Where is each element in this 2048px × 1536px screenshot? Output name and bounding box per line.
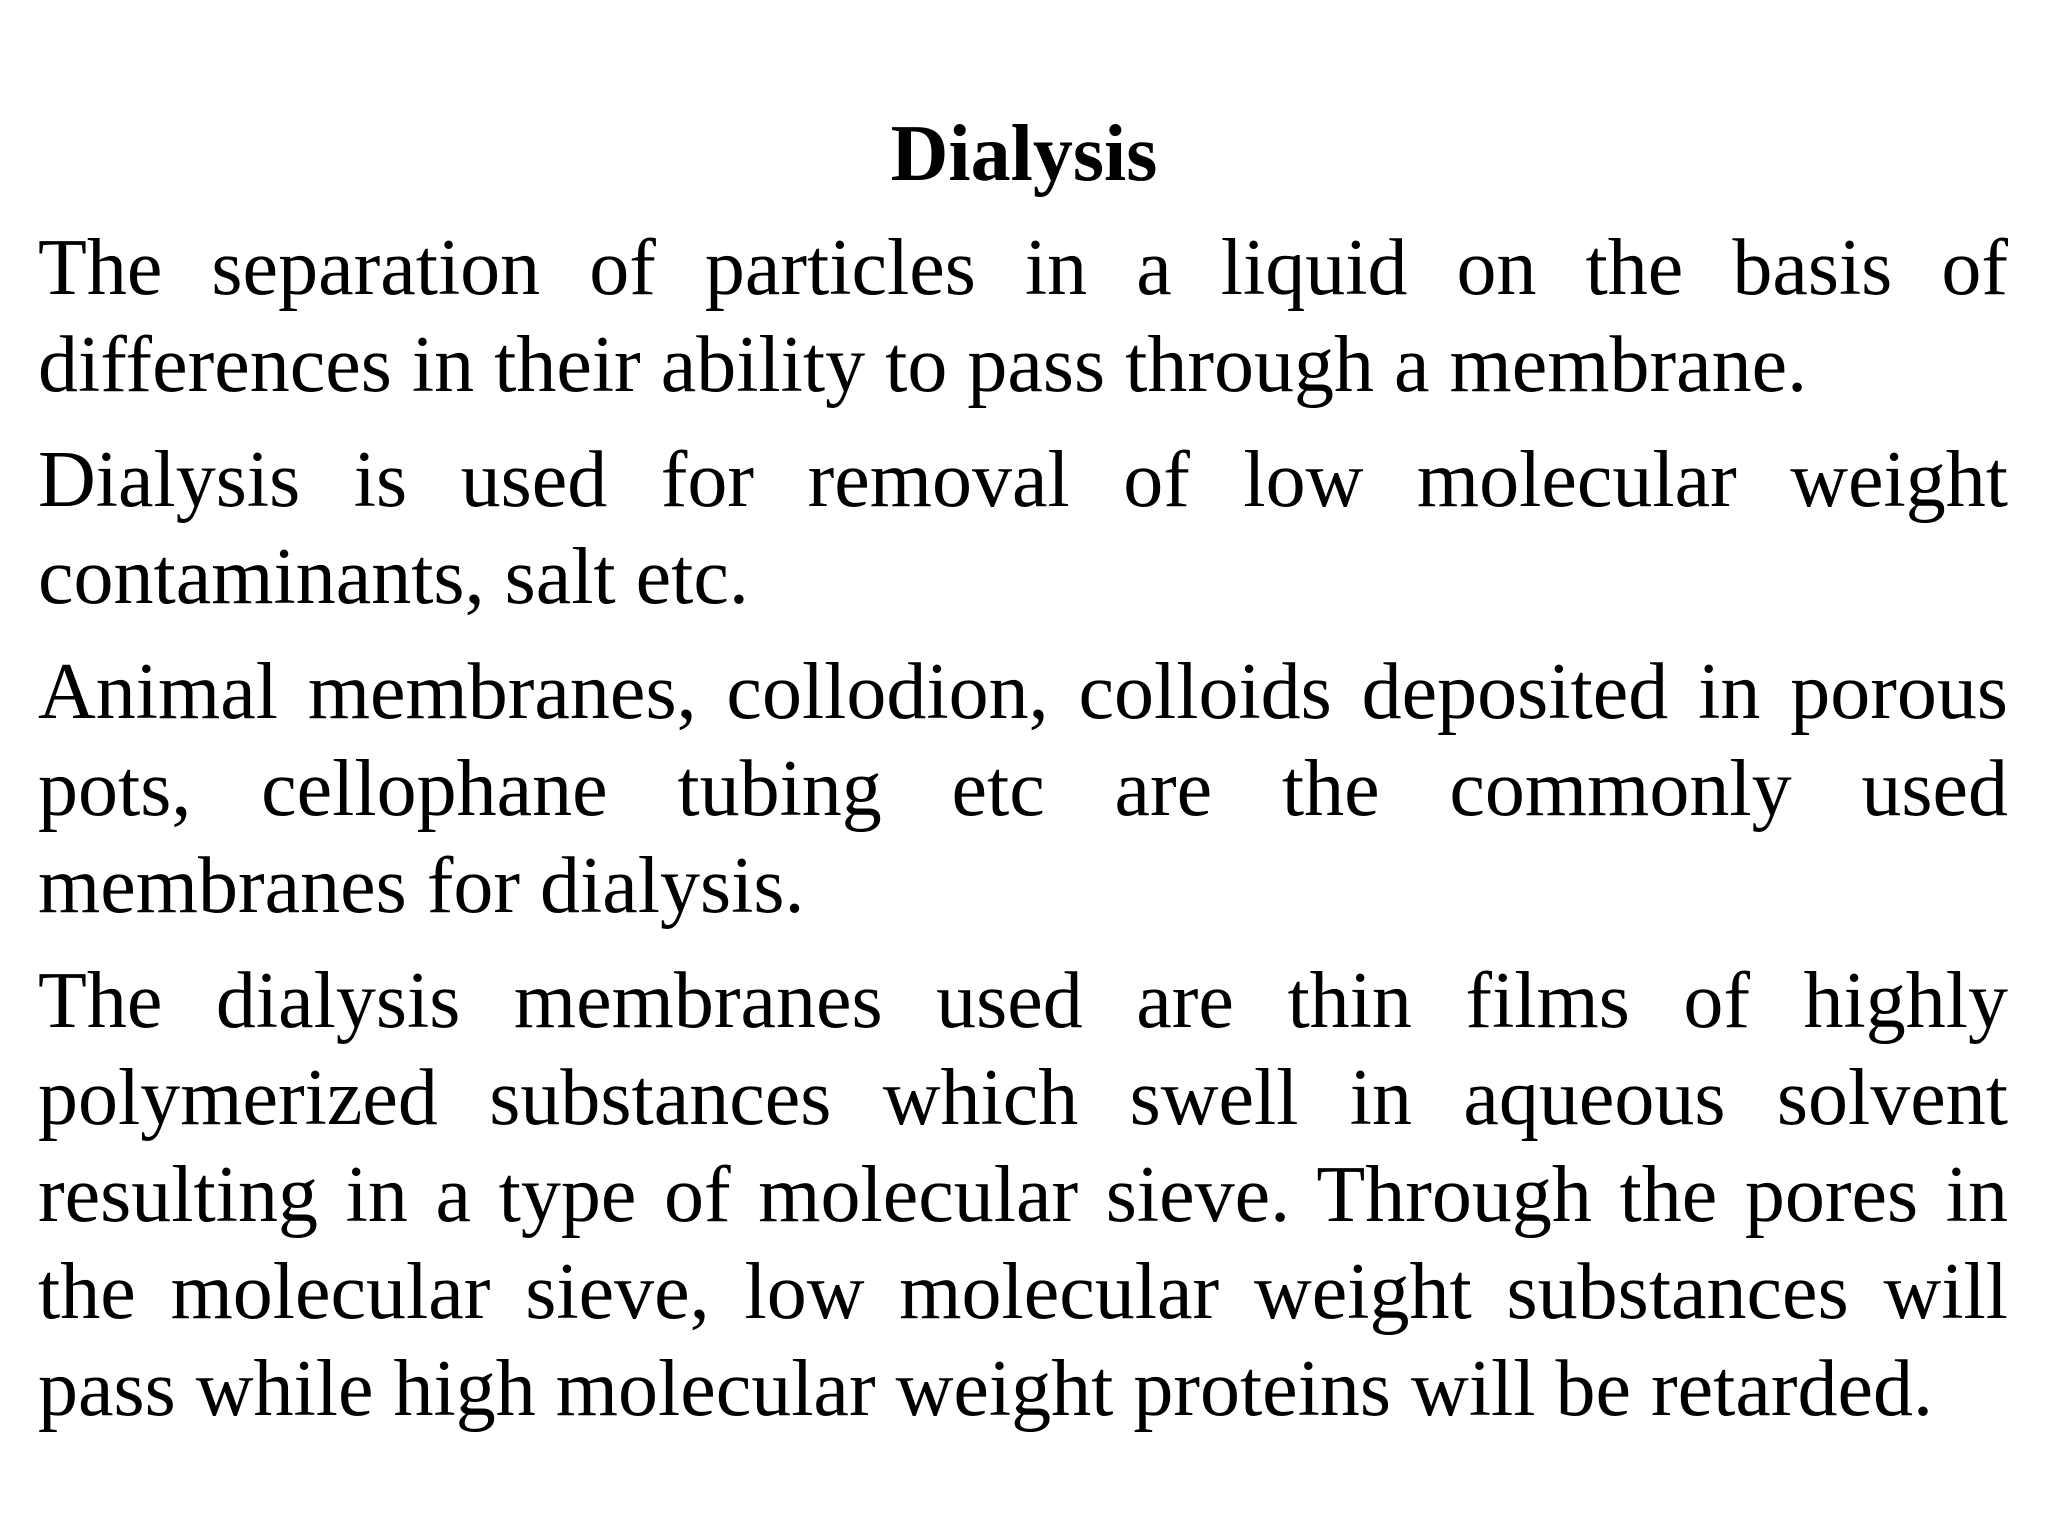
page-title: Dialysis — [890, 110, 1158, 198]
slide-body — [38, 220, 2008, 1456]
paragraph-usage: Dialysis is used for removal of low molecular weight contaminants, salt etc. — [38, 436, 2008, 621]
paragraph-mechanism: The dialysis membranes used are thin films of highly polymerized substances which swell in aqueous solvent resulting in a type of molecular sieve. Through the pores in the molecular sieve, low molecular weight substances will pass while high molecular weight proteins will be retarded. — [38, 957, 2008, 1433]
paragraph-definition: The separation of particles in a liquid on the basis of differences in their ability to pass through a membrane. — [38, 224, 2008, 409]
paragraph-membranes: Animal membranes, collodion, colloids deposited in porous pots, cellophane tubing etc are the commonly used membranes for dialysis. — [38, 648, 2008, 930]
